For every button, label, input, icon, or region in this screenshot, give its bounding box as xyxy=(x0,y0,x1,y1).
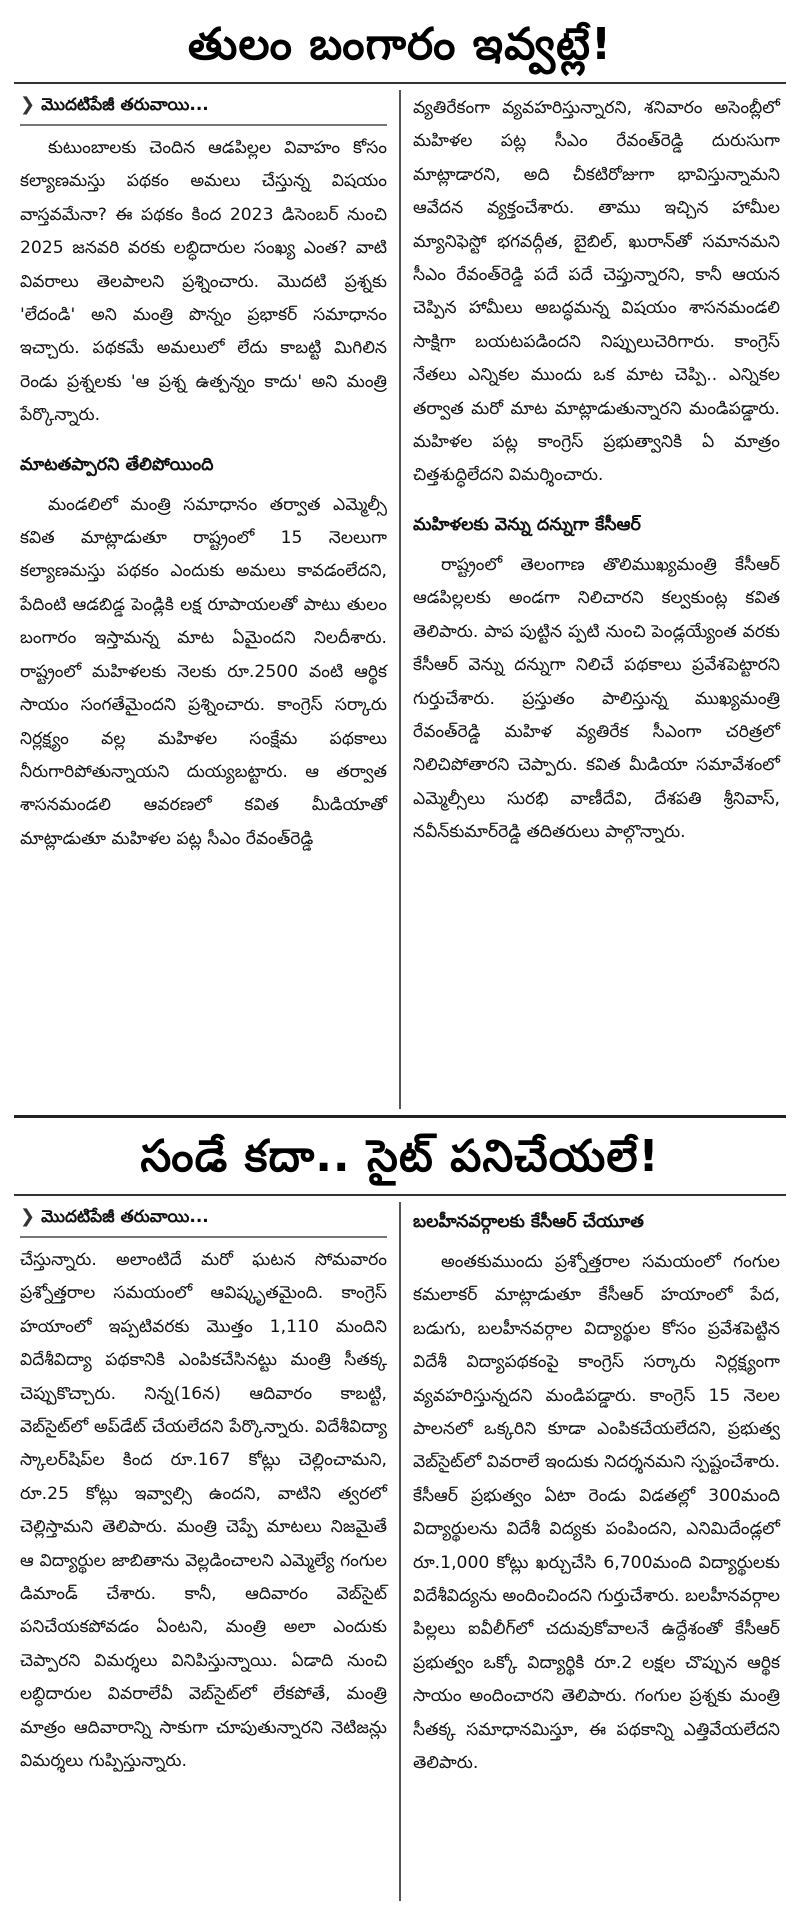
headline: సండే కదా.. సైట్ పనిచేయలే! xyxy=(140,1131,660,1182)
kicker-underline xyxy=(20,124,387,126)
subheading: బలహీనవర్గాలకు కేసీఆర్ చేయూత xyxy=(413,1212,644,1232)
story-sunday-site xyxy=(14,1122,786,1901)
body-paragraph: అంతకుముందు ప్రశ్నోత్తరాల సమయంలో గంగుల కమలాకర్ మాట్లాడుతూ కేసీఆర్ హయాంలో పేద, బడుగు, బలహీనవర్గాల విద్యార్థుల కోసం ప్రవేశపెట్టిన విదేశీ విద్యాపథకంపై కాంగ్రెస్ సర్కారు నిర్లక్ష్యంగా వ్యవహరిస్తున్నదని మండిపడ్డారు. కాంగ్రెస్ 15 నెలల పాలనలో ఒక్కరిని కూడా ఎంపికచేయలేదని, ప్రభుత్వ వెబ్‌సైట్‌లో వివరాలే ఇందుకు నిదర్శనమని స్పష్టంచేశారు. కేసీఆర్ ప్రభుత్వం ఏటా రెండు విడతల్లో 300మంది విద్యార్థులను విదేశీ విద్యకు పంపిందని, ఎనిమిదేండ్లలో రూ.1,000 కోట్లు ఖర్చుచేసి 6,700మంది విద్యార్థులకు విదేశీవిద్యను అందించిందని గుర్తుచేశారు. బలహీనవర్గాల పిల్లలు ఐవీలీగ్‌లో చదువుకోవాలనే ఉద్దేశంతో కేసీఆర్ ప్రభుత్వం ఒక్కో విద్యార్థికి రూ.2 లక్షల చొప్పున ఆర్థిక సాయం అందించారని తెలిపారు. గంగుల ప్రశ్నకు మంత్రి సీతక్క సమాధానమిస్తూ, ఈ పథకాన్ని ఎత్తివేయలేదని తెలిపారు. xyxy=(413,1252,780,1774)
headline: తులం బంగారం ఇవ్వట్లే! xyxy=(187,19,613,70)
column-divider xyxy=(399,1202,401,1901)
body-paragraph: రాష్ట్రంలో తెలంగాణ తొలిముఖ్యమంత్రి కేసీఆర్ ఆడపిల్లలకు అండగా నిలిచారని కల్వకుంట్ల కవిత తెలిపారు. పాప పుట్టిన ప్పటి నుంచి పెండ్లయ్యేంత వరకు కేసీఆర్ వెన్ను దన్నుగా నిలిచే పథకాలు ప్రవేశపెట్టారని గుర్తుచేశారు. ప్రస్తుతం పాలిస్తున్న ముఖ్యమంత్రి రేవంత్‌రెడ్డి మహిళ వ్యతిరేక సీఎంగా చరిత్రలో నిలిచిపోతారని చెప్పారు. కవిత మీడియా సమావేశంలో ఎమ్మెల్సీలు సురభి వాణీదేవి, దేశపతి శ్రీనివాస్, నవీన్‌కుమార్‌రెడ్డి తదితరులు పాల్గొన్నారు. xyxy=(413,554,780,843)
subheading: మాటతప్పారని తేలిపోయింది xyxy=(20,454,214,475)
subheading: మహిళలకు వెన్ను దన్నుగా కేసీఆర్ xyxy=(413,514,641,535)
chevron-right-icon: ❯ xyxy=(20,94,36,115)
story-separator xyxy=(14,1115,786,1118)
body-paragraph: కుటుంబాలకు చెందిన ఆడపిల్లల వివాహం కోసం కల్యాణమస్తు పథకం అమలు చేస్తున్న విషయం వాస్తవమేనా? ఈ పథకం కింద 2023 డిసెంబర్ నుంచి 2025 జనవరి వరకు లబ్ధిదారుల సంఖ్య ఎంత? వాటి వివరాలు తెలపాలని ప్రశ్నించారు. మొదటి ప్రశ్నకు 'లేదండి' అని మంత్రి పొన్నం ప్రభాకర్ సమాధానం ఇచ్చారు. పథకమే అమలులో లేదు కాబట్టి మిగిలిన రెండు ప్రశ్నలకు 'ఆ ప్రశ్న ఉత్పన్నం కాదు' అని మంత్రి పేర్కొన్నారు. xyxy=(20,138,387,426)
column-divider xyxy=(399,90,401,1109)
article-column-right xyxy=(407,84,786,1109)
newspaper-page xyxy=(14,10,786,1901)
body-paragraph: చేస్తున్నారు. అలాంటిదే మరో ఘటన సోమవారం ప్రశ్నోత్తరాల సమయంలో ఆవిష్కృతమైంది. కాంగ్రెస్ హయాంలో ఇప్పటివరకు మొత్తం 1,110 మందిని విదేశీవిద్యా పథకానికి ఎంపికచేసినట్టు మంత్రి సీతక్క చెప్పుకొచ్చారు. నిన్న(16న) ఆదివారం కాబట్టి, వెబ్‌సైట్‌లో అప్‌డేట్ చేయలేదని పేర్కొన్నారు. విదేశీవిద్యా స్కాలర్‌షిప్‌ల కింద రూ.167 కోట్లు చెల్లించామని, రూ.25 కోట్లు ఇవ్వాల్సి ఉందని, వాటిని త్వరలో చెల్లిస్తామని తెలిపారు. మంత్రి చెప్పే మాటలు నిజమైతే ఆ విద్యార్థుల జాబితాను వెల్లడించాలని ఎమ్మెల్యే గంగుల డిమాండ్ చేశారు. కానీ, ఆదివారం వెబ్‌సైట్ పనిచేయకపోవడం ఏంటని, మంత్రి అలా ఎందుకు చెప్పారని విమర్శలు వినిపిస్తున్నాయి. ఏడాది నుంచి లబ్ధిదారుల వివరాలేవీ వెబ్‌సైట్‌లో లేకపోతే, మంత్రి మాత్రం ఆదివారాన్ని సాకుగా చూపుతున్నారని నెటిజన్లు విమర్శలు గుప్పిస్తున్నారు. xyxy=(20,1250,387,1772)
article-column-left xyxy=(14,84,393,1109)
article-column-left xyxy=(14,1196,393,1901)
kicker-underline xyxy=(20,1236,387,1238)
body-paragraph: మండలిలో మంత్రి సమాధానం తర్వాత ఎమ్మెల్సీ కవిత మాట్లాడుతూ రాష్ట్రంలో 15 నెలలుగా కల్యాణమస్తు పథకం ఎందుకు అమలు కావడంలేదని, పేదింటి ఆడబిడ్డ పెండ్లికి లక్ష రూపాయలతో పాటు తులం బంగారం ఇస్తామన్న మాట ఏమైందని నిలదీశారు. రాష్ట్రంలో మహిళలకు నెలకు రూ.2500 వంటి ఆర్థిక సాయం సంగతేమైందని ప్రశ్నించారు. కాంగ్రెస్ సర్కారు నిర్లక్ష్యం వల్ల మహిళల సంక్షేమ పథకాలు నీరుగారిపోతున్నాయని దుయ్యబట్టారు. ఆ తర్వాత శాసనమండలి ఆవరణలో కవిత మీడియాతో మాట్లాడుతూ మహిళల పట్ల సీఎం రేవంత్‌రెడ్డి xyxy=(20,494,387,849)
continuation-kicker xyxy=(20,1204,387,1230)
story-tulam-bangaram xyxy=(14,10,786,1109)
kicker-label: మొదటిపేజీ తరువాయి... xyxy=(41,95,209,115)
article-columns xyxy=(14,1196,786,1901)
chevron-right-icon: ❯ xyxy=(20,1206,36,1227)
body-paragraph: వ్యతిరేకంగా వ్యవహరిస్తున్నారని, శనివారం అసెంబ్లీలో మహిళల పట్ల సీఎం రేవంత్‌రెడ్డి దురుసుగా మాట్లాడారని, అది చీకటిరోజుగా భావిస్తున్నామని ఆవేదన వ్యక్తంచేశారు. తాము ఇచ్చిన హామీల మ్యానిఫెస్టో భగవద్గీత, బైబిల్, ఖురాన్‌తో సమానమని సీఎం రేవంత్‌రెడ్డి పదే పదే చెప్తున్నారని, కానీ ఆయన చెప్పిన హామీలు అబద్ధమన్న విషయం శాసనమండలి సాక్షిగా బయటపడిందని నిప్పులుచెరిగారు. కాంగ్రెస్ నేతలు ఎన్నికల ముందు ఒక మాట చెప్పి.. ఎన్నికల తర్వాత మరో మాట మాట్లాడుతున్నారని మండిపడ్డారు. మహిళల పట్ల కాంగ్రెస్ ప్రభుత్వానికి ఏ మాత్రం చిత్తశుద్ధిలేదని విమర్శించారు. xyxy=(413,98,780,486)
continuation-kicker xyxy=(20,92,387,118)
article-column-right xyxy=(407,1196,786,1901)
kicker-label: మొదటిపేజీ తరువాయి... xyxy=(41,1207,209,1227)
article-columns xyxy=(14,84,786,1109)
